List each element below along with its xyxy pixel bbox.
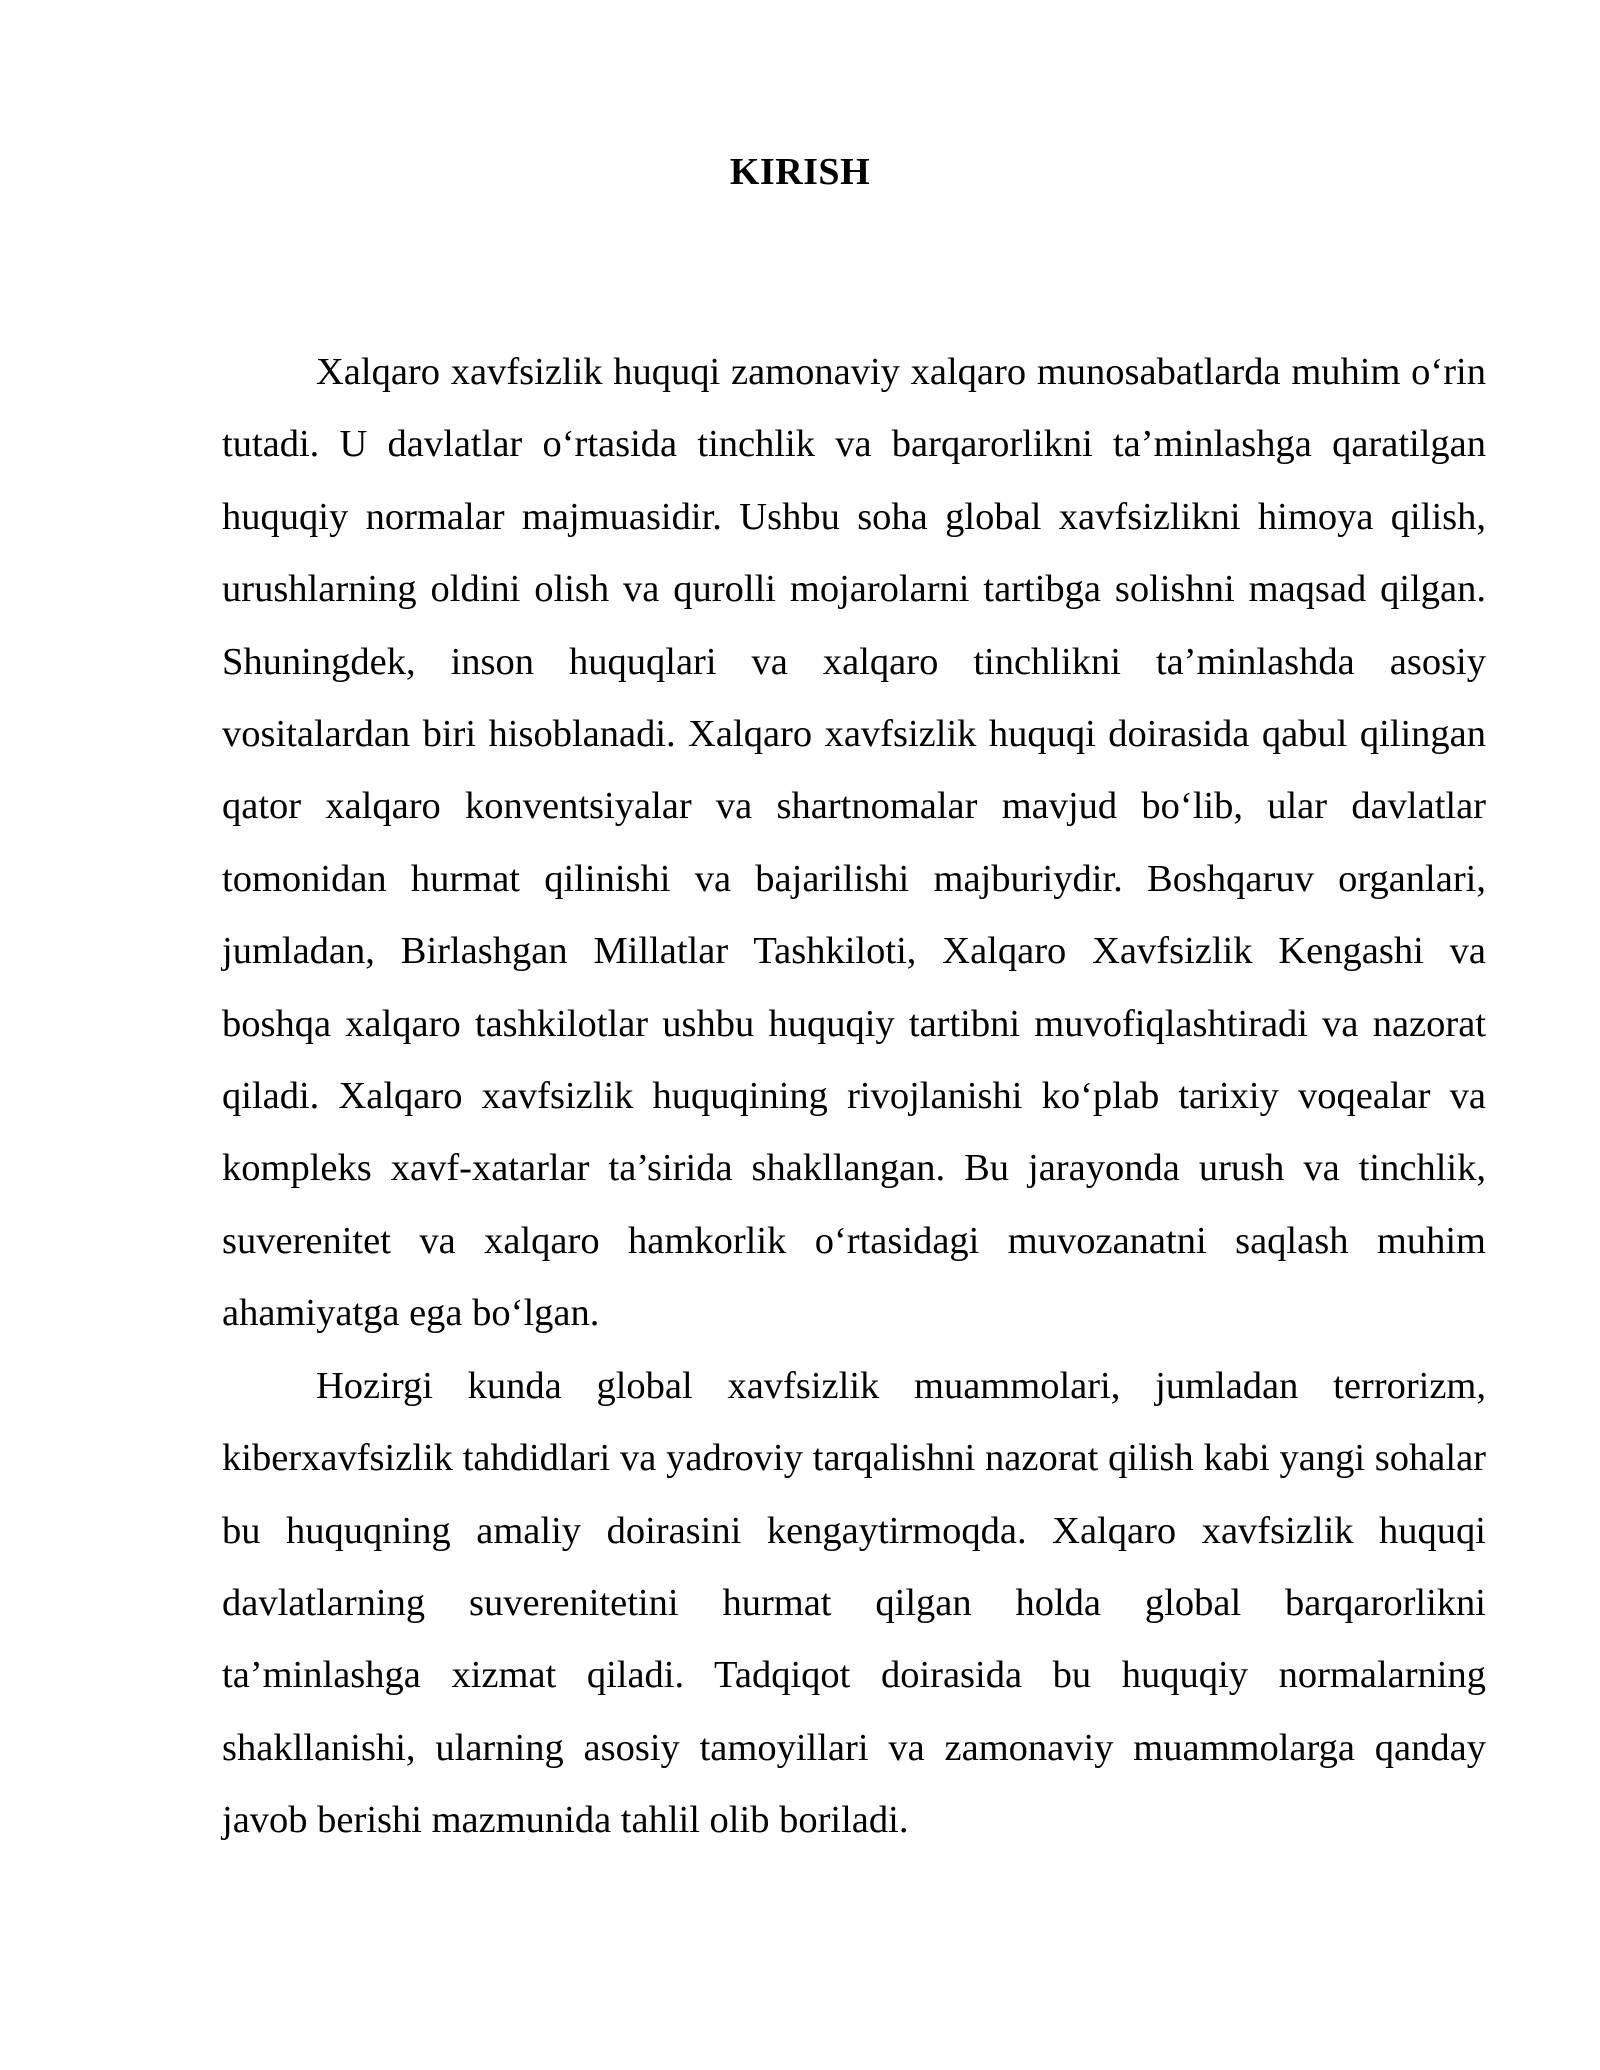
page-title: KIRISH <box>729 151 871 193</box>
document-body <box>222 336 1486 1857</box>
paragraph-2: Hozirgi kunda global xavfsizlik muammolari, jumladan terrorizm, kiberxavfsizlik tahdidlari va yadroviy tarqalishni nazorat qilish kabi yangi sohalar bu huquqning amaliy doirasini kengaytirmoqda. Xalqaro xavfsizlik huquqi davlatlarning suverenitetini hurmat qilgan holda global barqarorlikni ta’minlashga xizmat qiladi. Tadqiqot doirasida bu huquqiy normalarning shakllanishi, ularning asosiy tamoyillari va zamonaviy muammolarga qanday javob berishi mazmunida tahlil olib boriladi. <box>222 1364 1486 1842</box>
paragraph-1: Xalqaro xavfsizlik huquqi zamonaviy xalqaro munosabatlarda muhim o‘rin tutadi. U davlatlar o‘rtasida tinchlik va barqarorlikni ta’minlashga qaratilgan huquqiy normalar majmuasidir. Ushbu soha global xavfsizlikni himoya qilish, urushlarning oldini olish va qurolli mojarolarni tartibga solishni maqsad qilgan. Shuningdek, inson huquqlari va xalqaro tinchlikni ta’minlashda asosiy vositalardan biri hisoblanadi. Xalqaro xavfsizlik huquqi doirasida qabul qilingan qator xalqaro konventsiyalar va shartnomalar mavjud bo‘lib, ular davlatlar tomonidan hurmat qilinishi va bajarilishi majburiydir. Boshqaruv organlari, jumladan, Birlashgan Millatlar Tashkiloti, Xalqaro Xavfsizlik Kengashi va boshqa xalqaro tashkilotlar ushbu huquqiy tartibni muvofiqlashtiradi va nazorat qiladi. Xalqaro xavfsizlik huquqining rivojlanishi ko‘plab tarixiy voqealar va kompleks xavf-xatarlar ta’sirida shakllangan. Bu jarayonda urush va tinchlik, suverenitet va xalqaro hamkorlik o‘rtasidagi muvozanatni saqlash muhim ahamiyatga ega bo‘lgan. <box>222 351 1486 1335</box>
